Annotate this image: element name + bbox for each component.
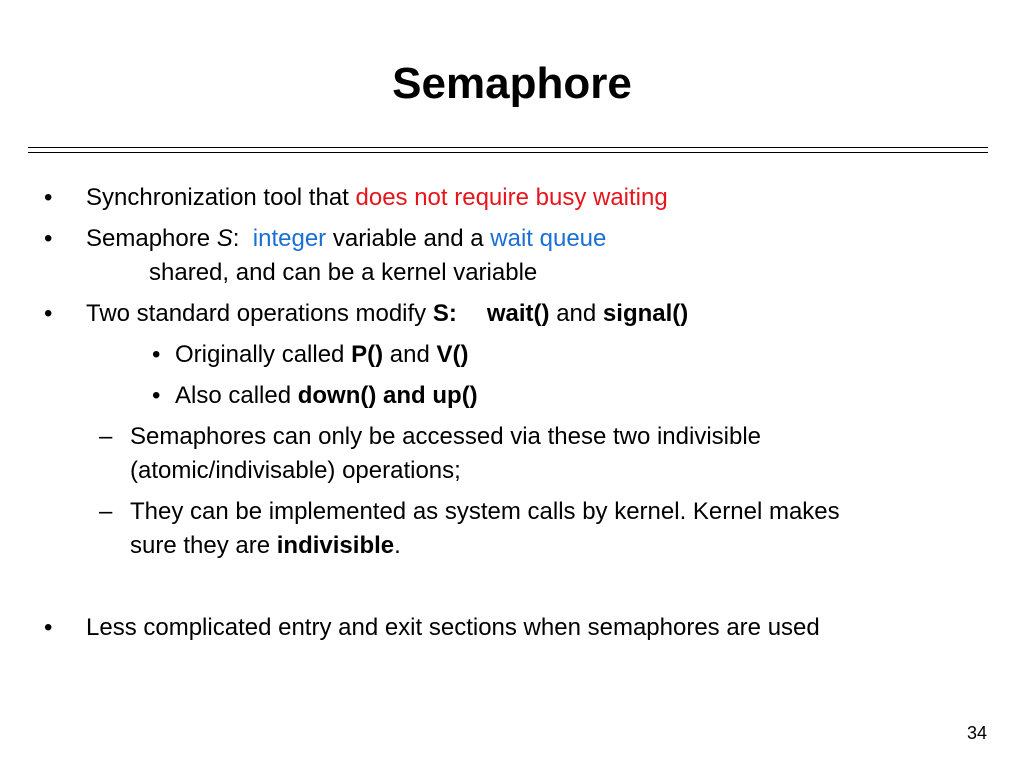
dash-accessed-line1: Semaphores can only be accessed via these two indivisible: [130, 423, 762, 450]
bullet-text: Two standard operations modify: [86, 300, 433, 327]
slide-title: Semaphore: [392, 59, 632, 108]
highlight-busy-waiting: does not require busy waiting: [355, 184, 668, 211]
bullet-text: and: [383, 341, 437, 368]
indivisible-bold: indivisible: [276, 532, 395, 559]
bullet-text: :: [232, 225, 253, 252]
page-number: 34: [966, 723, 987, 743]
sub-bullet-originally-called: [175, 340, 468, 370]
bullet-text: Also called: [175, 382, 298, 409]
bullet-semaphore-definition: [86, 224, 606, 254]
sub-bullet-marker: •: [152, 341, 161, 368]
semaphore-symbol: S: [216, 225, 233, 252]
bullet-continuation: shared, and can be a kernel variable: [149, 259, 538, 286]
bullet-text: .: [394, 532, 401, 559]
down-up-operations: down() and up(): [297, 382, 478, 409]
sub-bullet-also-called: [175, 381, 478, 411]
dash-implemented-line1: They can be implemented as system calls by kernel. Kernel makes: [130, 498, 840, 525]
sub-bullet-marker: •: [152, 382, 161, 409]
dash-accessed-line2: (atomic/indivisable) operations;: [130, 457, 461, 484]
bullet-text: Semaphore: [86, 225, 217, 252]
bullet-text: and: [549, 300, 603, 327]
bullet-text: sure they are: [130, 532, 277, 559]
bullet-text: Synchronization tool that: [86, 184, 356, 211]
bullet-marker: •: [44, 225, 53, 252]
bullet-synchronization-tool: [86, 183, 668, 213]
bullet-text: Originally called: [175, 341, 352, 368]
wait-operation: wait(): [486, 300, 550, 327]
title-divider-bottom: [28, 152, 988, 153]
dash-marker: –: [99, 498, 113, 525]
bullet-text: variable and a: [326, 225, 491, 252]
highlight-integer: integer: [252, 225, 327, 252]
v-operation: V(): [436, 341, 469, 368]
highlight-wait-queue: wait queue: [490, 225, 607, 252]
dash-implemented-line2: [130, 531, 401, 561]
bullet-marker: •: [44, 300, 53, 327]
bullet-marker: •: [44, 184, 53, 211]
signal-operation: signal(): [602, 300, 689, 327]
bullet-less-complicated: Less complicated entry and exit sections when semaphores are used: [86, 614, 820, 641]
p-operation: P(): [351, 341, 384, 368]
bullet-marker: •: [44, 614, 53, 641]
title-divider-top: [28, 147, 988, 148]
bullet-standard-operations: [86, 299, 688, 329]
dash-marker: –: [99, 423, 113, 450]
semaphore-s-bold: S:: [432, 300, 457, 327]
